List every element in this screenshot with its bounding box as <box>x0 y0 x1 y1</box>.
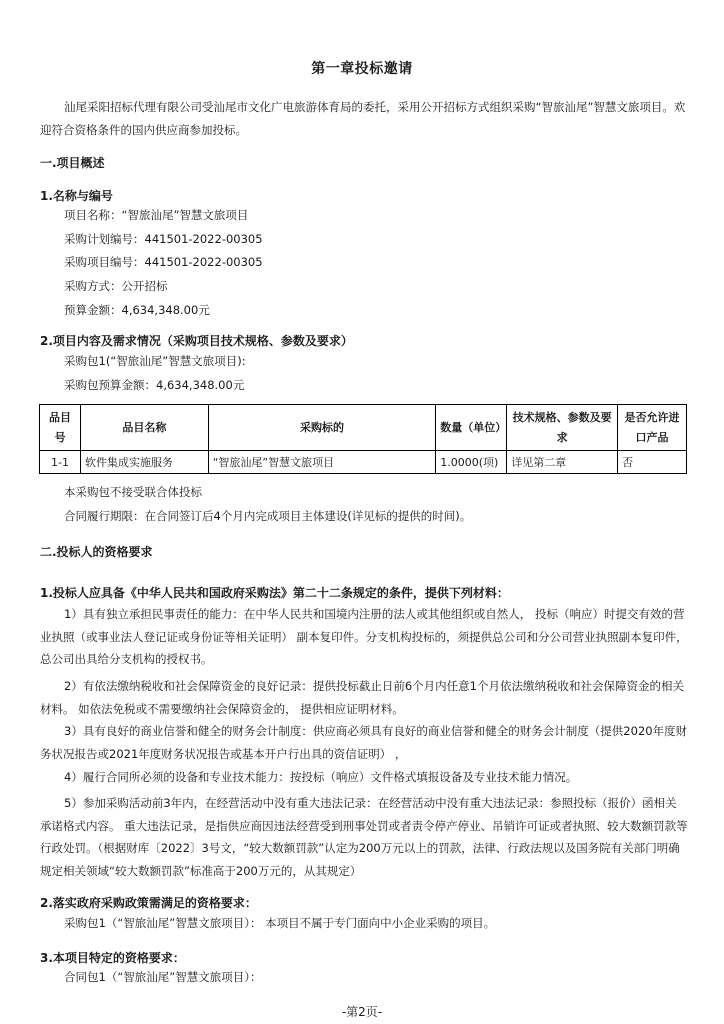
section1-heading: 一.项目概述 <box>40 156 105 170</box>
section2-sub1-heading: 1.投标人应具备《中华人民共和国政府采购法》第二十二条规定的条件，提供下列材料： <box>40 586 509 600</box>
policy-text: 采购包1（“智旅汕尾”智慧文旅项目）： 本项目不属于专门面向中小企业采购的项目。 <box>64 916 496 930</box>
procurement-table <box>39 404 687 474</box>
specific-requirement-text: 合同包1（“智旅汕尾”智慧文旅项目）： <box>64 970 262 984</box>
project-name: 项目名称：“智旅汕尾”智慧文旅项目 <box>64 208 249 222</box>
section2-heading: 二.投标人的资格要求 <box>40 545 153 559</box>
section1-sub1-heading: 1.名称与编号 <box>40 189 113 203</box>
cell-import: 否 <box>618 451 687 474</box>
col-header-item-name: 品目名称 <box>80 405 208 451</box>
cell-item-name: 软件集成实施服务 <box>80 451 208 474</box>
col-header-import: 是否允许进口产品 <box>618 405 687 451</box>
requirement-1: 1）具有独立承担民事责任的能力：在中华人民共和国境内注册的法人或其他组织或自然人， 投标（响应）时提交有效的营业执照（或事业法人登记证或身份证等相关证明） 副本复印件。分支机构投标的，须提供总公司和分公司营业执照副本复印件，总公司出具给分支机构的授权书。 <box>40 607 688 666</box>
requirement-4: 4）履行合同所必须的设备和专业技术能力：按投标（响应）文件格式填报设备及专业技术能力情况。 <box>64 770 578 784</box>
budget-amount: 预算金额：4,634,348.00元 <box>64 302 210 317</box>
section1-sub2-heading: 2.项目内容及需求情况（采购项目技术规格、参数及要求） <box>40 334 353 348</box>
cell-subject: “智旅汕尾”智慧文旅项目 <box>208 451 436 474</box>
intro-paragraph: 汕尾采阳招标代理有限公司受汕尾市文化广电旅游体育局的委托，采用公开招标方式组织采购“智旅汕尾”智慧文旅项目。欢迎符合资格条件的国内供应商参加投标。 <box>40 100 686 137</box>
project-info-list <box>64 204 263 322</box>
page-number: -第2页- <box>341 1005 383 1019</box>
section2-sub3-heading: 3.本项目特定的资格要求： <box>40 951 185 965</box>
cell-quantity: 1.0000(项) <box>436 451 507 474</box>
col-header-subject: 采购标的 <box>208 405 436 451</box>
table-row <box>40 451 687 474</box>
col-header-quantity: 数量（单位） <box>436 405 507 451</box>
table-header-row <box>40 405 687 451</box>
requirement-5: 5）参加采购活动前3年内，在经营活动中没有重大违法记录：在经营活动中没有重大违法记录：参照投标（报价）函相关承诺格式内容。 重大违法记录，是指供应商因违法经营受到刑事处罚或者责令停产停业、吊销许可证或者执照、较大数额罚款等行政处罚。（根据财库〔2022〕3号文，“较大数额罚款”认定为200万元以上的罚款，法律、行政法规以及国务院有关部门明确规定相关领域“较大数额罚款”标准高于200万元的，从其规定） <box>40 796 688 878</box>
cell-spec: 详见第二章 <box>507 451 618 474</box>
contract-term-note: 合同履行期限：在合同签订后4个月内完成项目主体建设(详见标的提供的时间)。 <box>64 509 472 523</box>
cell-item-no: 1-1 <box>40 451 81 474</box>
requirement-3: 3）具有良好的商业信誉和健全的财务会计制度：供应商必须具有良好的商业信誉和健全的财务会计制度（提供2020年度财务状况报告或2021年度财务状况报告或基本开户行出具的资信证明） ， <box>40 724 688 761</box>
consortium-note: 本采购包不接受联合体投标 <box>64 485 202 499</box>
procurement-method: 采购方式：公开招标 <box>64 279 168 294</box>
page-title: 第一章投标邀请 <box>311 61 413 77</box>
section2-sub2-heading: 2.落实政府采购政策需满足的资格要求： <box>40 896 257 910</box>
plan-number: 采购计划编号：441501-2022-00305 <box>64 231 263 246</box>
col-header-item-no: 品目号 <box>40 405 81 451</box>
requirement-2: 2）有依法缴纳税收和社会保障资金的良好记录：提供投标截止日前6个月内任意1个月依法缴纳税收和社会保障资金的相关材料。 如依法免税或不需要缴纳社会保障资金的， 提供相应证明材料。 <box>40 679 684 716</box>
package-label: 采购包1(“智旅汕尾”智慧文旅项目): <box>64 354 246 368</box>
col-header-spec: 技术规格、参数及要求 <box>507 405 618 451</box>
package-budget: 采购包预算金额：4,634,348.00元 <box>64 378 245 392</box>
project-number: 采购项目编号：441501-2022-00305 <box>64 255 263 270</box>
